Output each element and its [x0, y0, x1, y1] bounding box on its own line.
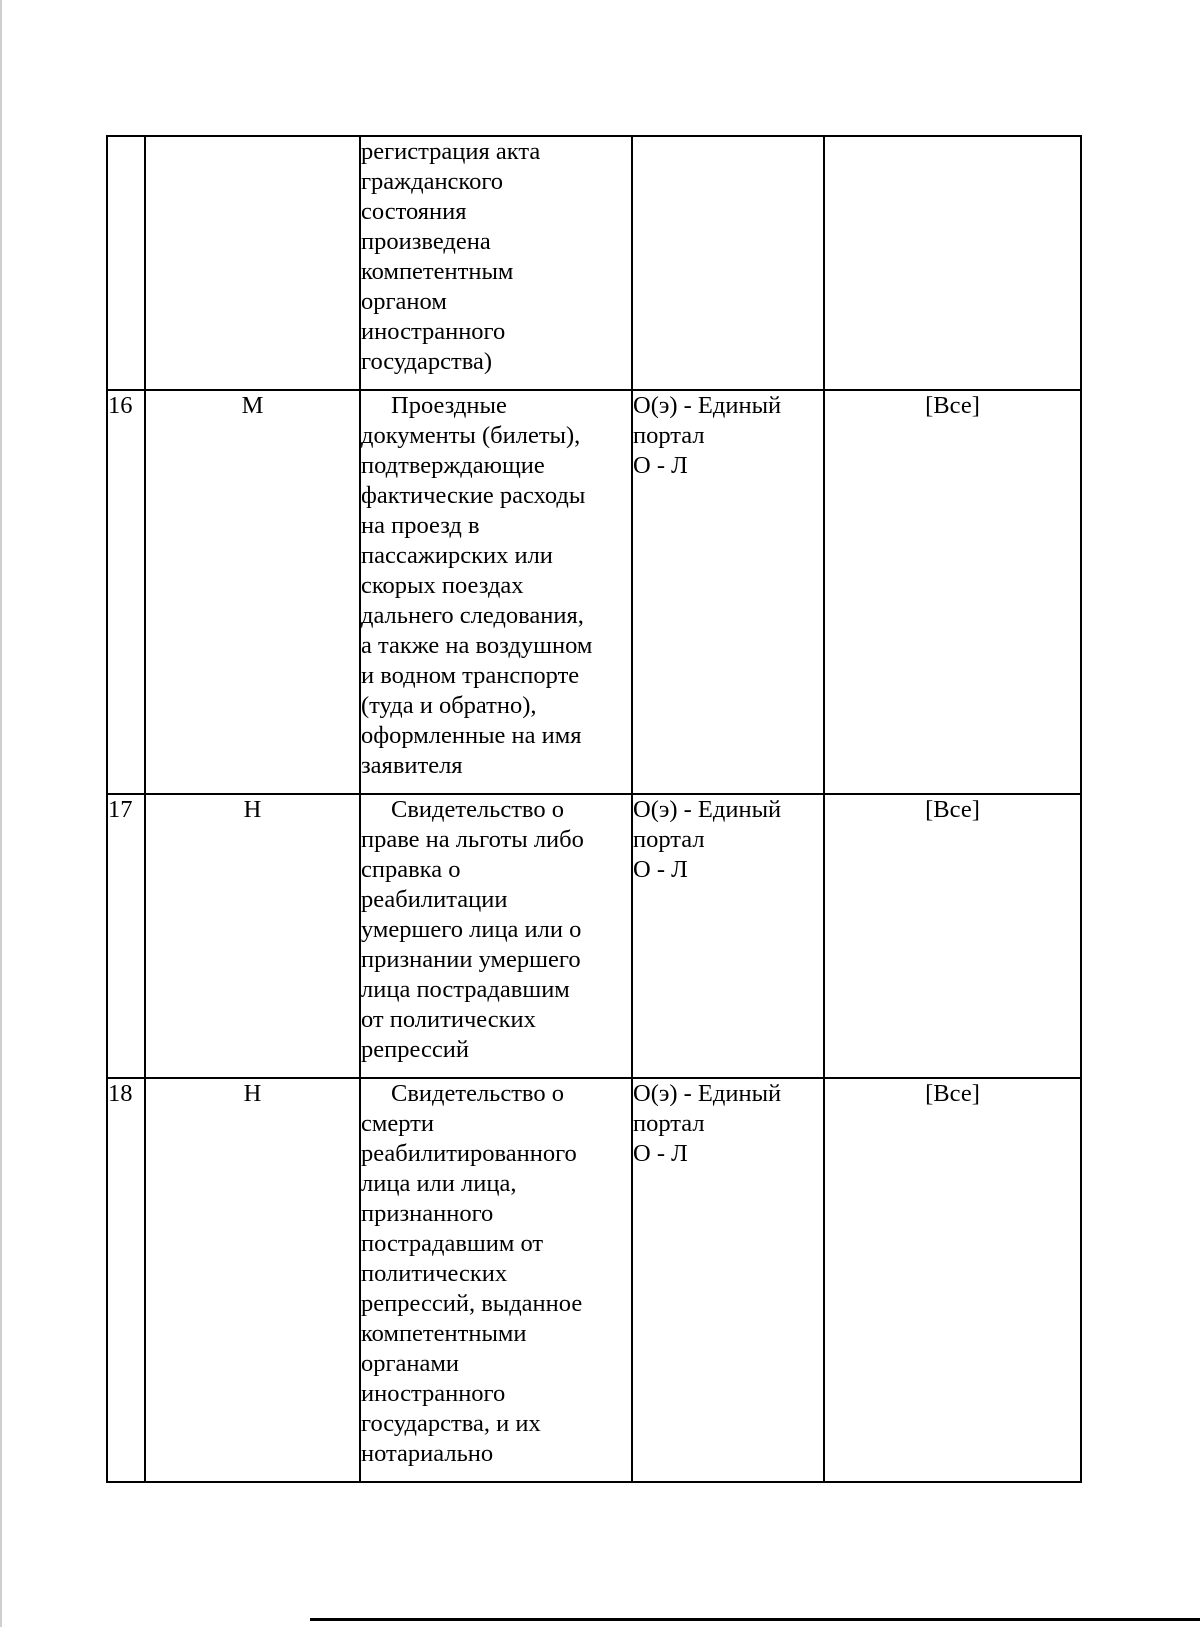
description-line: нотариально [361, 1440, 494, 1467]
description-line: лица или лица, [361, 1170, 517, 1197]
description-line: реабилитации [361, 886, 508, 913]
description-line: государства) [361, 348, 493, 375]
table-row [107, 136, 1081, 390]
description-line: дальнего следования, [361, 602, 584, 629]
row-number [107, 136, 145, 390]
description-line: гражданского [361, 168, 504, 195]
method-line: портал [633, 826, 705, 853]
description-line: лица пострадавшим [361, 976, 570, 1003]
description-line: и водном транспорте [361, 662, 580, 689]
row-code: Н [145, 794, 360, 1078]
description-line: Свидетельство о [391, 796, 564, 823]
description-line: Проездные [391, 392, 507, 419]
description-line: подтверждающие [361, 452, 545, 479]
method-line: О - Л [633, 856, 688, 883]
description-line: политических [361, 1260, 508, 1287]
description-line: смерти [361, 1110, 434, 1137]
description-line: заявителя [361, 752, 463, 779]
row-description [360, 1078, 632, 1482]
description-line: праве на льготы либо [361, 826, 584, 853]
description-line: регистрация акта [361, 138, 541, 165]
method-line: О - Л [633, 1140, 688, 1167]
row-code: М [145, 390, 360, 794]
method-line: О(э) - Единый [633, 1080, 782, 1107]
table-row [107, 1078, 1081, 1482]
row-code [145, 136, 360, 390]
description-line: иностранного [361, 318, 506, 345]
description-line: компетентными [361, 1320, 527, 1347]
description-line: документы (билеты), [361, 422, 581, 449]
description-line: от политических [361, 1006, 536, 1033]
method-line: О(э) - Единый [633, 392, 782, 419]
row-method [632, 1078, 824, 1482]
row-scope: [Все] [824, 1078, 1081, 1482]
description-line: фактические расходы [361, 482, 586, 509]
document-table [106, 135, 1082, 1483]
description-line: иностранного [361, 1380, 506, 1407]
description-line: а также на воздушном [361, 632, 593, 659]
row-number: 17 [107, 794, 145, 1078]
row-code: Н [145, 1078, 360, 1482]
description-line: признанного [361, 1200, 494, 1227]
row-method [632, 794, 824, 1078]
method-line: портал [633, 1110, 705, 1137]
description-line: справка о [361, 856, 461, 883]
description-line: органом [361, 288, 447, 315]
table-row [107, 390, 1081, 794]
description-line: Свидетельство о [391, 1080, 564, 1107]
description-line: компетентным [361, 258, 514, 285]
description-line: признании умершего [361, 946, 581, 973]
description-line: репрессий, выданное [361, 1290, 583, 1317]
description-line: реабилитированного [361, 1140, 577, 1167]
description-line: оформленные на имя [361, 722, 582, 749]
description-line: пассажирских или [361, 542, 553, 569]
description-line: умершего лица или о [361, 916, 582, 943]
row-description [360, 136, 632, 390]
description-line: скорых поездах [361, 572, 524, 599]
row-scope: [Все] [824, 390, 1081, 794]
row-number: 16 [107, 390, 145, 794]
row-scope [824, 136, 1081, 390]
scan-edge-bottom [310, 1618, 1200, 1621]
method-line: О(э) - Единый [633, 796, 782, 823]
table-row [107, 794, 1081, 1078]
row-method [632, 390, 824, 794]
description-line: репрессий [361, 1036, 469, 1063]
description-line: органами [361, 1350, 460, 1377]
description-line: произведена [361, 228, 491, 255]
row-method [632, 136, 824, 390]
row-number: 18 [107, 1078, 145, 1482]
description-line: состояния [361, 198, 467, 225]
row-description [360, 390, 632, 794]
scan-edge-left [0, 0, 2, 1627]
row-description [360, 794, 632, 1078]
description-line: на проезд в [361, 512, 480, 539]
method-line: портал [633, 422, 705, 449]
method-line: О - Л [633, 452, 688, 479]
row-scope: [Все] [824, 794, 1081, 1078]
description-line: (туда и обратно), [361, 692, 537, 719]
description-line: пострадавшим от [361, 1230, 544, 1257]
description-line: государства, и их [361, 1410, 541, 1437]
